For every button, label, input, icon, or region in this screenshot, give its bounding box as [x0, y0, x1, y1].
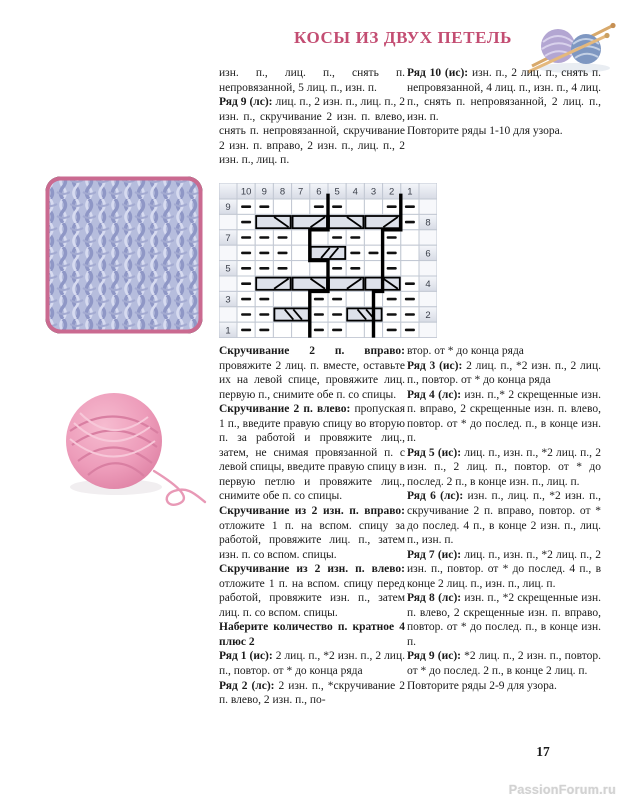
page-number: 17 — [536, 744, 550, 759]
svg-text:9: 9 — [225, 202, 231, 214]
paragraph: изн. п., лиц. п., снять п. непровязанной, 5 лиц. п., изн. п. — [219, 67, 405, 94]
svg-text:1: 1 — [407, 186, 413, 198]
svg-text:7: 7 — [225, 232, 231, 244]
paragraph: Скручивание 2 п. влево: пропуская 1 п., введите правую спицу во вторую п. за работой и провяжите лиц., затем, не снимая провязанной п. с левой спицы, введите правую спицу в первую петлю и провяжите лиц., снимите обе п. со спицы. — [219, 403, 405, 503]
svg-text:6: 6 — [425, 248, 431, 260]
svg-text:1: 1 — [225, 325, 231, 337]
run-in-heading: Скручивание 2 п. вправо: — [219, 345, 405, 357]
run-in-heading: Ряд 9 (ис): — [407, 650, 462, 663]
run-in-heading: Ряд 10 (ис): — [407, 67, 469, 79]
svg-text:5: 5 — [225, 263, 231, 275]
paragraph — [219, 620, 405, 649]
yarn-ball-photo — [50, 383, 208, 508]
run-in-heading: Ряд 8 (лс): — [407, 592, 462, 605]
svg-text:3: 3 — [370, 186, 377, 198]
text-column-top-right — [407, 66, 601, 139]
run-in-heading: Ряд 7 (ис): — [407, 548, 462, 561]
svg-text:9: 9 — [261, 186, 267, 198]
svg-text:4: 4 — [352, 186, 358, 198]
run-in-heading: Ряд 9 (лс): — [219, 96, 273, 109]
run-in-heading: Ряд 4 (лс): — [407, 388, 462, 401]
svg-text:6: 6 — [316, 186, 322, 198]
paragraph: Скручивание из 2 изн. п. вправо: отложите 1 п. на вспом. спицу за работой, провяжите лиц. п., затем изн. п. со вспом. спицы. — [219, 505, 405, 561]
paragraph: Ряд 8 (лс): изн. п., *2 скрещенные изн. п. влево, 2 скрещенные изн. п. вправо, повтор. от * до послед. п., в конце изн. п. — [407, 592, 601, 648]
svg-text:3: 3 — [225, 294, 231, 306]
watermark: PassionForum.ru — [508, 783, 616, 797]
paragraph: Ряд 2 (лс): 2 изн. п., *скручивание 2 п. влево, 2 изн. п., по- — [219, 679, 405, 707]
text-column-bottom-right — [407, 344, 601, 693]
page-title: КОСЫ ИЗ ДВУХ ПЕТЕЛЬ — [294, 28, 512, 47]
svg-text:2: 2 — [425, 309, 431, 321]
run-in-heading: Ряд 3 (ис): — [407, 359, 463, 372]
run-in-heading: Ряд 2 (лс): — [219, 679, 275, 692]
paragraph: Ряд 5 (ис): лиц. п., изн. п., *2 лиц. п., 2 изн. п., 2 лиц. п., повтор. от * до послед. 2 п., в конце изн. п., лиц. п. — [407, 446, 601, 488]
svg-text:8: 8 — [425, 217, 431, 229]
run-in-heading: Скручивание из 2 изн. п. влево: — [219, 563, 405, 576]
paragraph: Повторите ряды 1-10 для узора. — [407, 125, 563, 138]
text-column-top-left — [219, 66, 405, 168]
paragraph: Ряд 7 (ис): лиц. п., изн. п., *2 лиц. п., 2 изн. п., повтор. от * до послед. 4 п., в конце 2 лиц. п., изн. п., лиц. п. — [407, 548, 601, 590]
svg-text:8: 8 — [279, 186, 286, 198]
paragraph: Повторите ряды 2-9 для узора. — [407, 679, 557, 692]
svg-text:5: 5 — [334, 186, 340, 198]
paragraph: Ряд 9 (лс): лиц. п., 2 изн. п., лиц. п., 2 изн. п., скручивание 2 изн. п. влево, снять п. непровязанной, скручивание 2 изн. п. вправо, 2 изн. п., лиц. п., 2 изн. п., лиц. п. — [219, 96, 405, 167]
run-in-heading: Ряд 1 (ис): — [219, 650, 273, 663]
run-in-heading: Ряд 5 (ис): — [407, 446, 462, 459]
paragraph: Ряд 4 (лс): изн. п.,* 2 скрещенные изн. п. вправо, 2 скрещенные изн. п. влево, повтор. от * до послед. п., в конце изн. п. — [407, 388, 601, 445]
run-in-heading: Скручивание из 2 изн. п. вправо: — [219, 505, 405, 518]
svg-text:2: 2 — [389, 186, 395, 198]
run-in-heading: Ряд 6 (лс): — [407, 490, 464, 503]
paragraph: Ряд 1 (ис): 2 лиц. п., *2 изн. п., 2 лиц. п., повтор. от * до конца ряда — [219, 650, 405, 678]
knitted-swatch-photo — [44, 175, 204, 335]
paragraph: втор. от * до конца ряда — [407, 345, 524, 357]
paragraph: Ряд 9 (ис): *2 лиц. п., 2 изн. п., повтор. от * до послед. 2 п., в конце 2 лиц. п. — [407, 650, 601, 678]
paragraph: Ряд 6 (лс): изн. п., лиц. п., *2 изн. п., скручивание 2 п. вправо, повтор. от * до послед. 4 п., в конце 2 изн. п., лиц. п., изн. п. — [407, 490, 602, 547]
svg-text:4: 4 — [425, 279, 431, 291]
text-column-bottom-left — [219, 344, 405, 708]
svg-text:7: 7 — [298, 186, 304, 198]
run-in-heading: Наберите количество п. кратное 4 плюс 2 — [219, 621, 405, 648]
run-in-heading: Скручивание 2 п. влево: — [219, 403, 351, 416]
paragraph: Скручивание из 2 изн. п. влево: отложите 1 п. на вспом. спицу перед работой, провяжите изн. п., затем лиц. п. со вспом. спицы. — [219, 563, 405, 619]
paragraph: Ряд 3 (ис): 2 лиц. п., *2 изн. п., 2 лиц. п., повтор. от * до конца ряда — [407, 359, 601, 387]
knitting-chart — [219, 183, 437, 339]
paragraph: Ряд 10 (ис): изн. п., 2 лиц. п., снять п. непровязанной, 4 лиц. п., изн. п., 4 лиц. п., снять п. непровязанной, 2 лиц. п., изн. п. — [407, 67, 601, 123]
paragraph: Скручивание 2 п. вправо: провяжите 2 лиц. п. вместе, оставьте их на левой спице, провяжите лиц. первую п., снимите обе п. со спицы. — [219, 345, 405, 401]
svg-text:10: 10 — [240, 186, 252, 198]
